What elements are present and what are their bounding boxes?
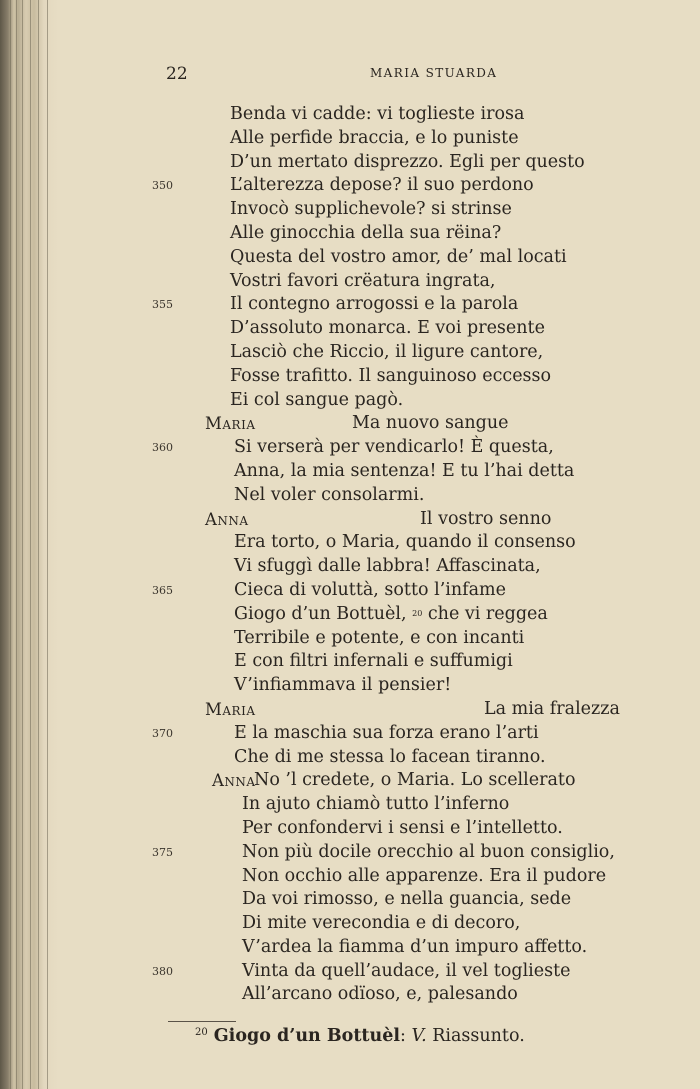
verse-row — [0, 936, 700, 960]
verse-line: All’arcano odïoso, e, palesando — [242, 984, 518, 1005]
line-number: 375 — [152, 845, 173, 859]
verse-row — [0, 127, 700, 151]
verse-row — [0, 460, 700, 484]
verse-line: Era torto, o Maria, quando il consenso — [234, 532, 576, 553]
speaker-label: Maria — [205, 699, 256, 719]
verse-row — [0, 389, 700, 413]
verse-row — [0, 531, 700, 555]
verse-line: Di mite verecondia e di decoro, — [242, 913, 521, 934]
line-number: 365 — [152, 583, 173, 597]
verse-row — [0, 317, 700, 341]
line-number: 370 — [152, 726, 173, 740]
line-number: 355 — [152, 298, 173, 312]
verse-line: Ei col sangue pagò. — [230, 389, 404, 410]
verse-row — [0, 983, 700, 1007]
page-number: 22 — [166, 64, 188, 84]
verse-row — [0, 198, 700, 222]
verse-block — [0, 103, 700, 1007]
verse-line: Lasciò che Riccio, il ligure cantore, — [230, 341, 544, 362]
verse-line: Vostri favori crëatura ingrata, — [230, 270, 496, 291]
verse-row — [0, 484, 700, 508]
speaker-label: Anna — [212, 771, 256, 791]
footnote-mark: 20 — [195, 1027, 208, 1038]
running-head — [0, 64, 700, 84]
verse-line-continuation: Il vostro senno — [420, 508, 552, 529]
verse-row — [0, 698, 700, 722]
verse-line: Il contegno arrogossi e la parola — [230, 294, 519, 315]
verse-line: D’assoluto monarca. E voi presente — [230, 318, 545, 339]
speaker-label: Maria — [205, 414, 256, 434]
verse-line: Da voi rimosso, e nella guancia, sede — [242, 889, 572, 910]
verse-line: Per confondervi i sensi e l’intelletto. — [242, 817, 563, 838]
verse-line: Nel voler consolarmi. — [234, 484, 425, 505]
verse-row — [0, 722, 700, 746]
verse-line: Anna, la mia sentenza! E tu l’hai detta — [234, 460, 575, 481]
speaker-label: Anna — [205, 509, 249, 529]
footnote-separator: : — [400, 1026, 412, 1046]
verse-line-continuation: La mia fralezza — [484, 698, 620, 719]
footnote-rule — [168, 1021, 236, 1022]
verse-line: E con filtri infernali e suffumigi — [234, 651, 513, 672]
verse-line: Cieca di voluttà, sotto l’infame — [234, 579, 506, 600]
verse-line: Invocò supplichevole? si strinse — [230, 199, 512, 220]
verse-row — [0, 674, 700, 698]
footnote-ref: V. — [411, 1026, 427, 1046]
verse-row — [0, 817, 700, 841]
verse-line: Che di me stessa lo facean tiranno. — [234, 746, 546, 767]
verse-row — [0, 865, 700, 889]
line-number: 380 — [152, 964, 173, 978]
verse-row — [0, 841, 700, 865]
verse-line: Vi sfuggì dalle labbra! Affascinata, — [234, 556, 541, 577]
verse-line: E la maschia sua forza erano l’arti — [234, 722, 539, 743]
verse-line-continuation: Ma nuovo sangue — [352, 413, 509, 434]
verse-row — [0, 603, 700, 627]
verse-line: No ’l credete, o Maria. Lo scellerato — [254, 770, 576, 791]
footnote — [195, 1026, 525, 1046]
verse-line: Fosse trafitto. Il sanguinoso eccesso — [230, 365, 552, 386]
verse-row — [0, 270, 700, 294]
verse-row — [0, 436, 700, 460]
verse-line: V’ardea la fiamma d’un impuro affetto. — [242, 936, 588, 957]
line-number: 350 — [152, 179, 173, 193]
verse-line: V’infiammava il pensier! — [234, 675, 452, 696]
verse-row — [0, 151, 700, 175]
verse-line: Questa del vostro amor, de’ mal locati — [230, 246, 567, 267]
verse-row — [0, 508, 700, 532]
verse-row — [0, 793, 700, 817]
verse-line: Terribile e potente, e con incanti — [234, 627, 525, 648]
verse-row — [0, 174, 700, 198]
verse-line-part: Giogo d’un Bottuèl, — [234, 603, 407, 624]
verse-row — [0, 888, 700, 912]
verse-line: Non più docile orecchio al buon consiglio, — [242, 841, 615, 862]
verse-line — [234, 603, 548, 627]
verse-line: Benda vi cadde: vi toglieste irosa — [230, 104, 525, 124]
verse-line: Alle ginocchia della sua rëina? — [230, 222, 502, 243]
verse-row — [0, 341, 700, 365]
verse-row — [0, 555, 700, 579]
verse-line: Non occhio alle apparenze. Era il pudore — [242, 865, 607, 886]
verse-row — [0, 365, 700, 389]
verse-line: Alle perfide braccia, e lo puniste — [230, 127, 519, 148]
verse-line: Vinta da quell’audace, il vel toglieste — [242, 960, 571, 981]
footnote-term: Giogo d’un Bottuèl — [213, 1026, 401, 1046]
footnote-text: Riassunto. — [432, 1026, 525, 1046]
verse-line-part: che vi reggea — [427, 603, 548, 624]
verse-row — [0, 746, 700, 770]
verse-row — [0, 650, 700, 674]
verse-row — [0, 579, 700, 603]
verse-line: In ajuto chiamò tutto l’inferno — [242, 794, 510, 815]
verse-row — [0, 222, 700, 246]
verse-line: Si verserà per vendicarlo! È questa, — [234, 437, 554, 458]
verse-row — [0, 960, 700, 984]
verse-line: D’un mertato disprezzo. Egli per questo — [230, 151, 585, 172]
verse-row — [0, 293, 700, 317]
footnote-reference: 20 — [412, 608, 423, 618]
line-number: 360 — [152, 441, 173, 455]
verse-row — [0, 103, 700, 127]
running-title: MARIA STUARDA — [370, 66, 498, 80]
verse-row — [0, 769, 700, 793]
verse-row — [0, 912, 700, 936]
verse-row — [0, 246, 700, 270]
verse-row — [0, 627, 700, 651]
verse-row — [0, 412, 700, 436]
verse-line: L’alterezza depose? il suo perdono — [230, 175, 534, 196]
